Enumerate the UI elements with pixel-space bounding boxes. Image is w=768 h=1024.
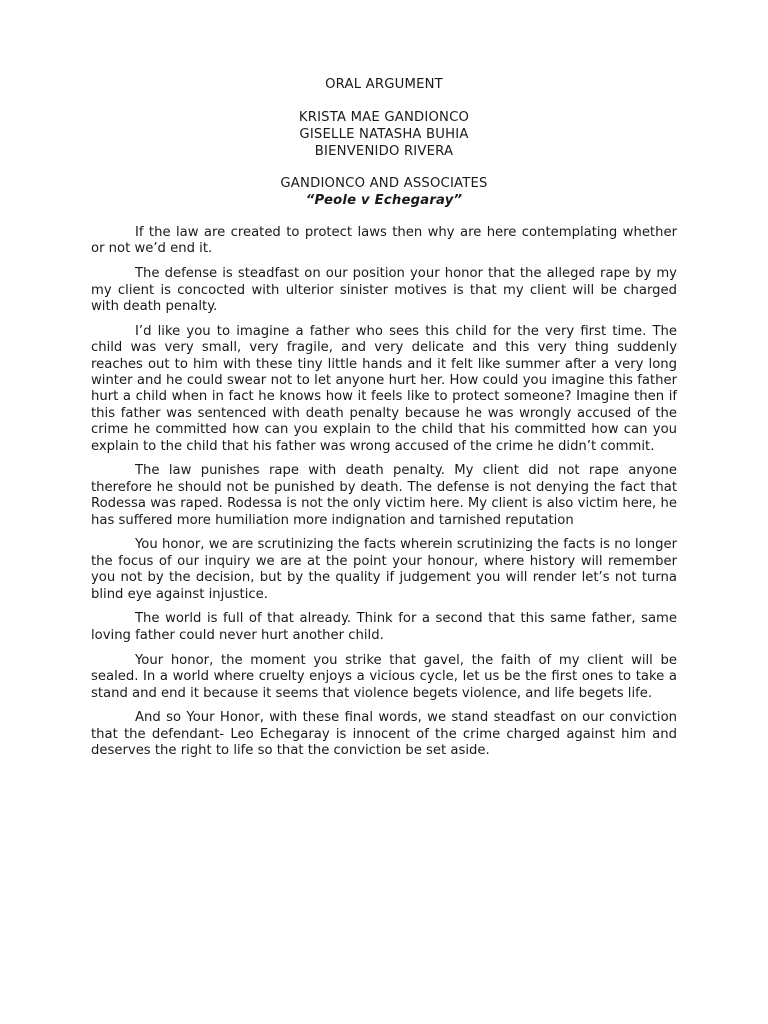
case-title: “Peole v Echegaray” [305,192,463,208]
firm-name: GANDIONCO AND ASSOCIATES [280,176,488,191]
title-text: ORAL ARGUMENT [325,77,443,92]
paragraph: Your honor, the moment you strike that gavel, the faith of my client will be sealed. In a world where cruelty enjoys a vicious cycle, let us be the first ones to take a stand and end it because it seems that violence begets violence, and life begets life. [91,652,677,701]
paragraph: The law punishes rape with death penalty. My client did not rape anyone therefore he should not be punished by death. The defense is not denying the fact that Rodessa was raped. Rodessa is not the only victim here. My client is also victim here, he has suffered more humiliation more indignation and tarnished reputation [91,463,677,528]
paragraph: And so Your Honor, with these final words, we stand steadfast on our conviction that the defendant- Leo Echegaray is innocent of the crime charged against him and deserves the right to life so that the conviction be set aside. [91,710,677,759]
paragraph: The world is full of that already. Think for a second that this same father, same loving father could never hurt another child. [91,611,677,643]
paragraph: If the law are created to protect laws then why are here contemplating whether or not we’d end it. [91,225,677,257]
firm-block [0,176,768,210]
author-name: BIENVENIDO RIVERA [314,143,454,159]
argument-body [91,225,677,768]
paragraph: The defense is steadfast on our position your honor that the alleged rape by my my client is concocted with ulterior sinister motives is that my client will be charged with death penalty. [91,266,677,315]
document-title [0,77,768,94]
author-name: GISELLE NATASHA BUHIA [299,126,469,142]
paragraph: You honor, we are scrutinizing the facts wherein scrutinizing the facts is no longer the focus of our inquiry we are at the point your honour, where history will remember you not by the decision, but by the quality if judgement you will render let’s not turna blind eye against injustice. [91,537,677,602]
author-name: KRISTA MAE GANDIONCO [298,110,470,125]
paragraph: I’d like you to imagine a father who sees this child for the very first time. The child was very small, very fragile, and very delicate and this very thing suddenly reaches out to him with these tiny little hands and it felt like summer after a very long winter and he could swear not to let anyone hurt her. How could you imagine this father hurt a child when in fact he knows how it feels like to protect someone? Imagine then if this father was sentenced with death penalty because he was wrongly accused of the crime he committed how can you explain to the child that his committed how can you explain to the child that his father was wrong accused of the crime he didn’t commit. [91,323,677,454]
author-list [0,110,768,160]
